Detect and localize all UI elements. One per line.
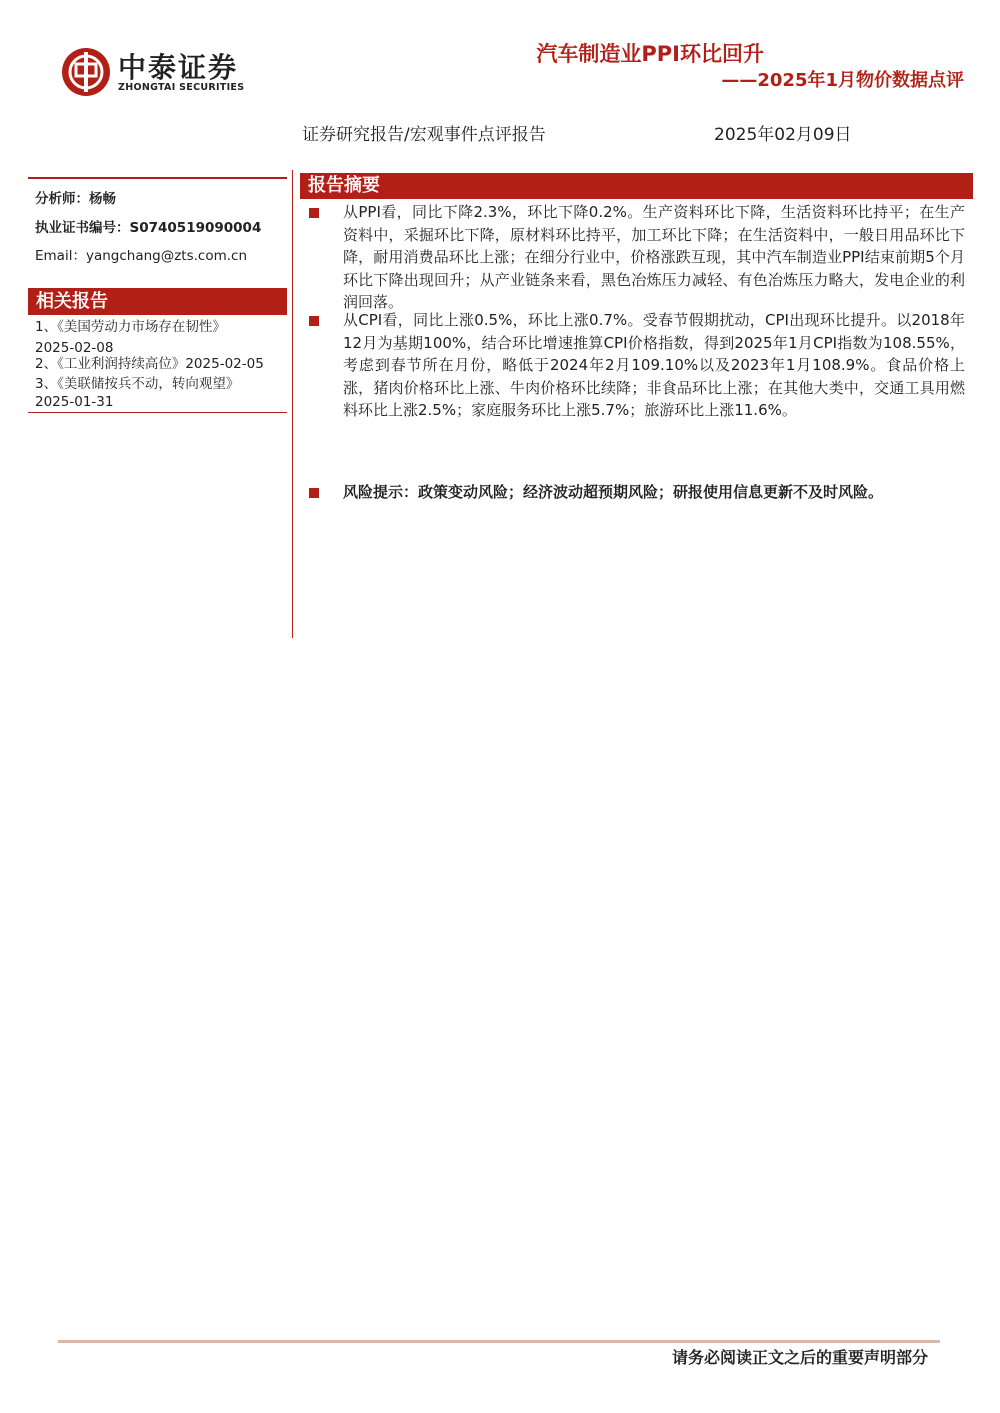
related-report-date: 2025-01-31 [35,394,114,410]
license-line [35,216,261,236]
report-title: 汽车制造业PPI环比回升 [536,42,764,66]
report-subtitle: ——2025年1月物价数据点评 [721,70,964,91]
sidebar-top-rule [28,177,287,179]
footer-notice: 请务必阅读正文之后的重要声明部分 [671,1348,928,1367]
license-number: S0740519090004 [129,220,262,236]
bullet-icon [309,208,319,218]
related-report-date: 2025-02-08 [35,340,114,356]
logo [60,46,112,98]
related-report-title[interactable]: 1、《美国劳动力市场存在韧性》 [35,319,226,335]
related-report-date: 2025-02-05 [185,356,264,372]
bullet-icon [309,316,319,326]
analyst-label: 分析师： [35,191,89,207]
summary-paragraph-ppi: 从PPI看，同比下降2.3%，环比下降0.2%。生产资料环比下降，生活资料环比持平；在生产资料中，采掘环比下降，原材料环比持平，加工环比下降；在生活资料中，一般日用品环比下降，耐用消费品环比上涨；在细分行业中，价格涨跌互现，其中汽车制造业PPI结束前期5个月环比下降出现回升；从产业链条来看，黑色冶炼压力减轻、有色冶炼压力略大，发电企业的利润回落。 [343,203,965,312]
brand-name-en: ZHONGTAI SECURITIES [118,82,245,93]
summary-heading: 报告摘要 [300,173,973,199]
column-divider [292,170,293,638]
bullet-icon [309,488,319,498]
analyst-email[interactable]: Email：yangchang@zts.com.cn [35,248,248,264]
license-label: 执业证书编号： [35,220,130,236]
report-type: 证券研究报告/宏观事件点评报告 [302,125,546,145]
related-report-title: 2、《工业利润持续高位》 [35,356,186,372]
related-report-title[interactable]: 3、《美联储按兵不动，转向观望》 [35,376,240,392]
related-report-item[interactable] [35,354,264,375]
risk-warning: 风险提示：政策变动风险；经济波动超预期风险；研报使用信息更新不及时风险。 [343,483,884,501]
analyst-line [35,187,116,207]
footer-rule [58,1340,940,1343]
logo-mark-icon [60,46,112,98]
summary-paragraph-cpi: 从CPI看，同比上涨0.5%，环比上涨0.7%。受春节假期扰动，CPI出现环比提升。以2018年12月为基期100%，结合环比增速推算CPI价格指数，得到2025年1月CPI指数为108.55%，考虑到春节所在月份，略低于2024年2月109.10%以及2023年1月108.9%。食品价格上涨，猪肉价格环比上涨、牛肉价格环比续降；非食品环比上涨；在其他大类中，交通工具用燃料环比上涨2.5%；家庭服务环比上涨5.7%；旅游环比上涨11.6%。 [343,311,965,420]
sidebar-bottom-rule [28,412,287,413]
brand-name-cn: 中泰证券 [118,51,239,84]
report-date: 2025年02月09日 [714,125,852,145]
analyst-name: 杨畅 [89,191,116,207]
related-reports-heading: 相关报告 [28,288,287,315]
